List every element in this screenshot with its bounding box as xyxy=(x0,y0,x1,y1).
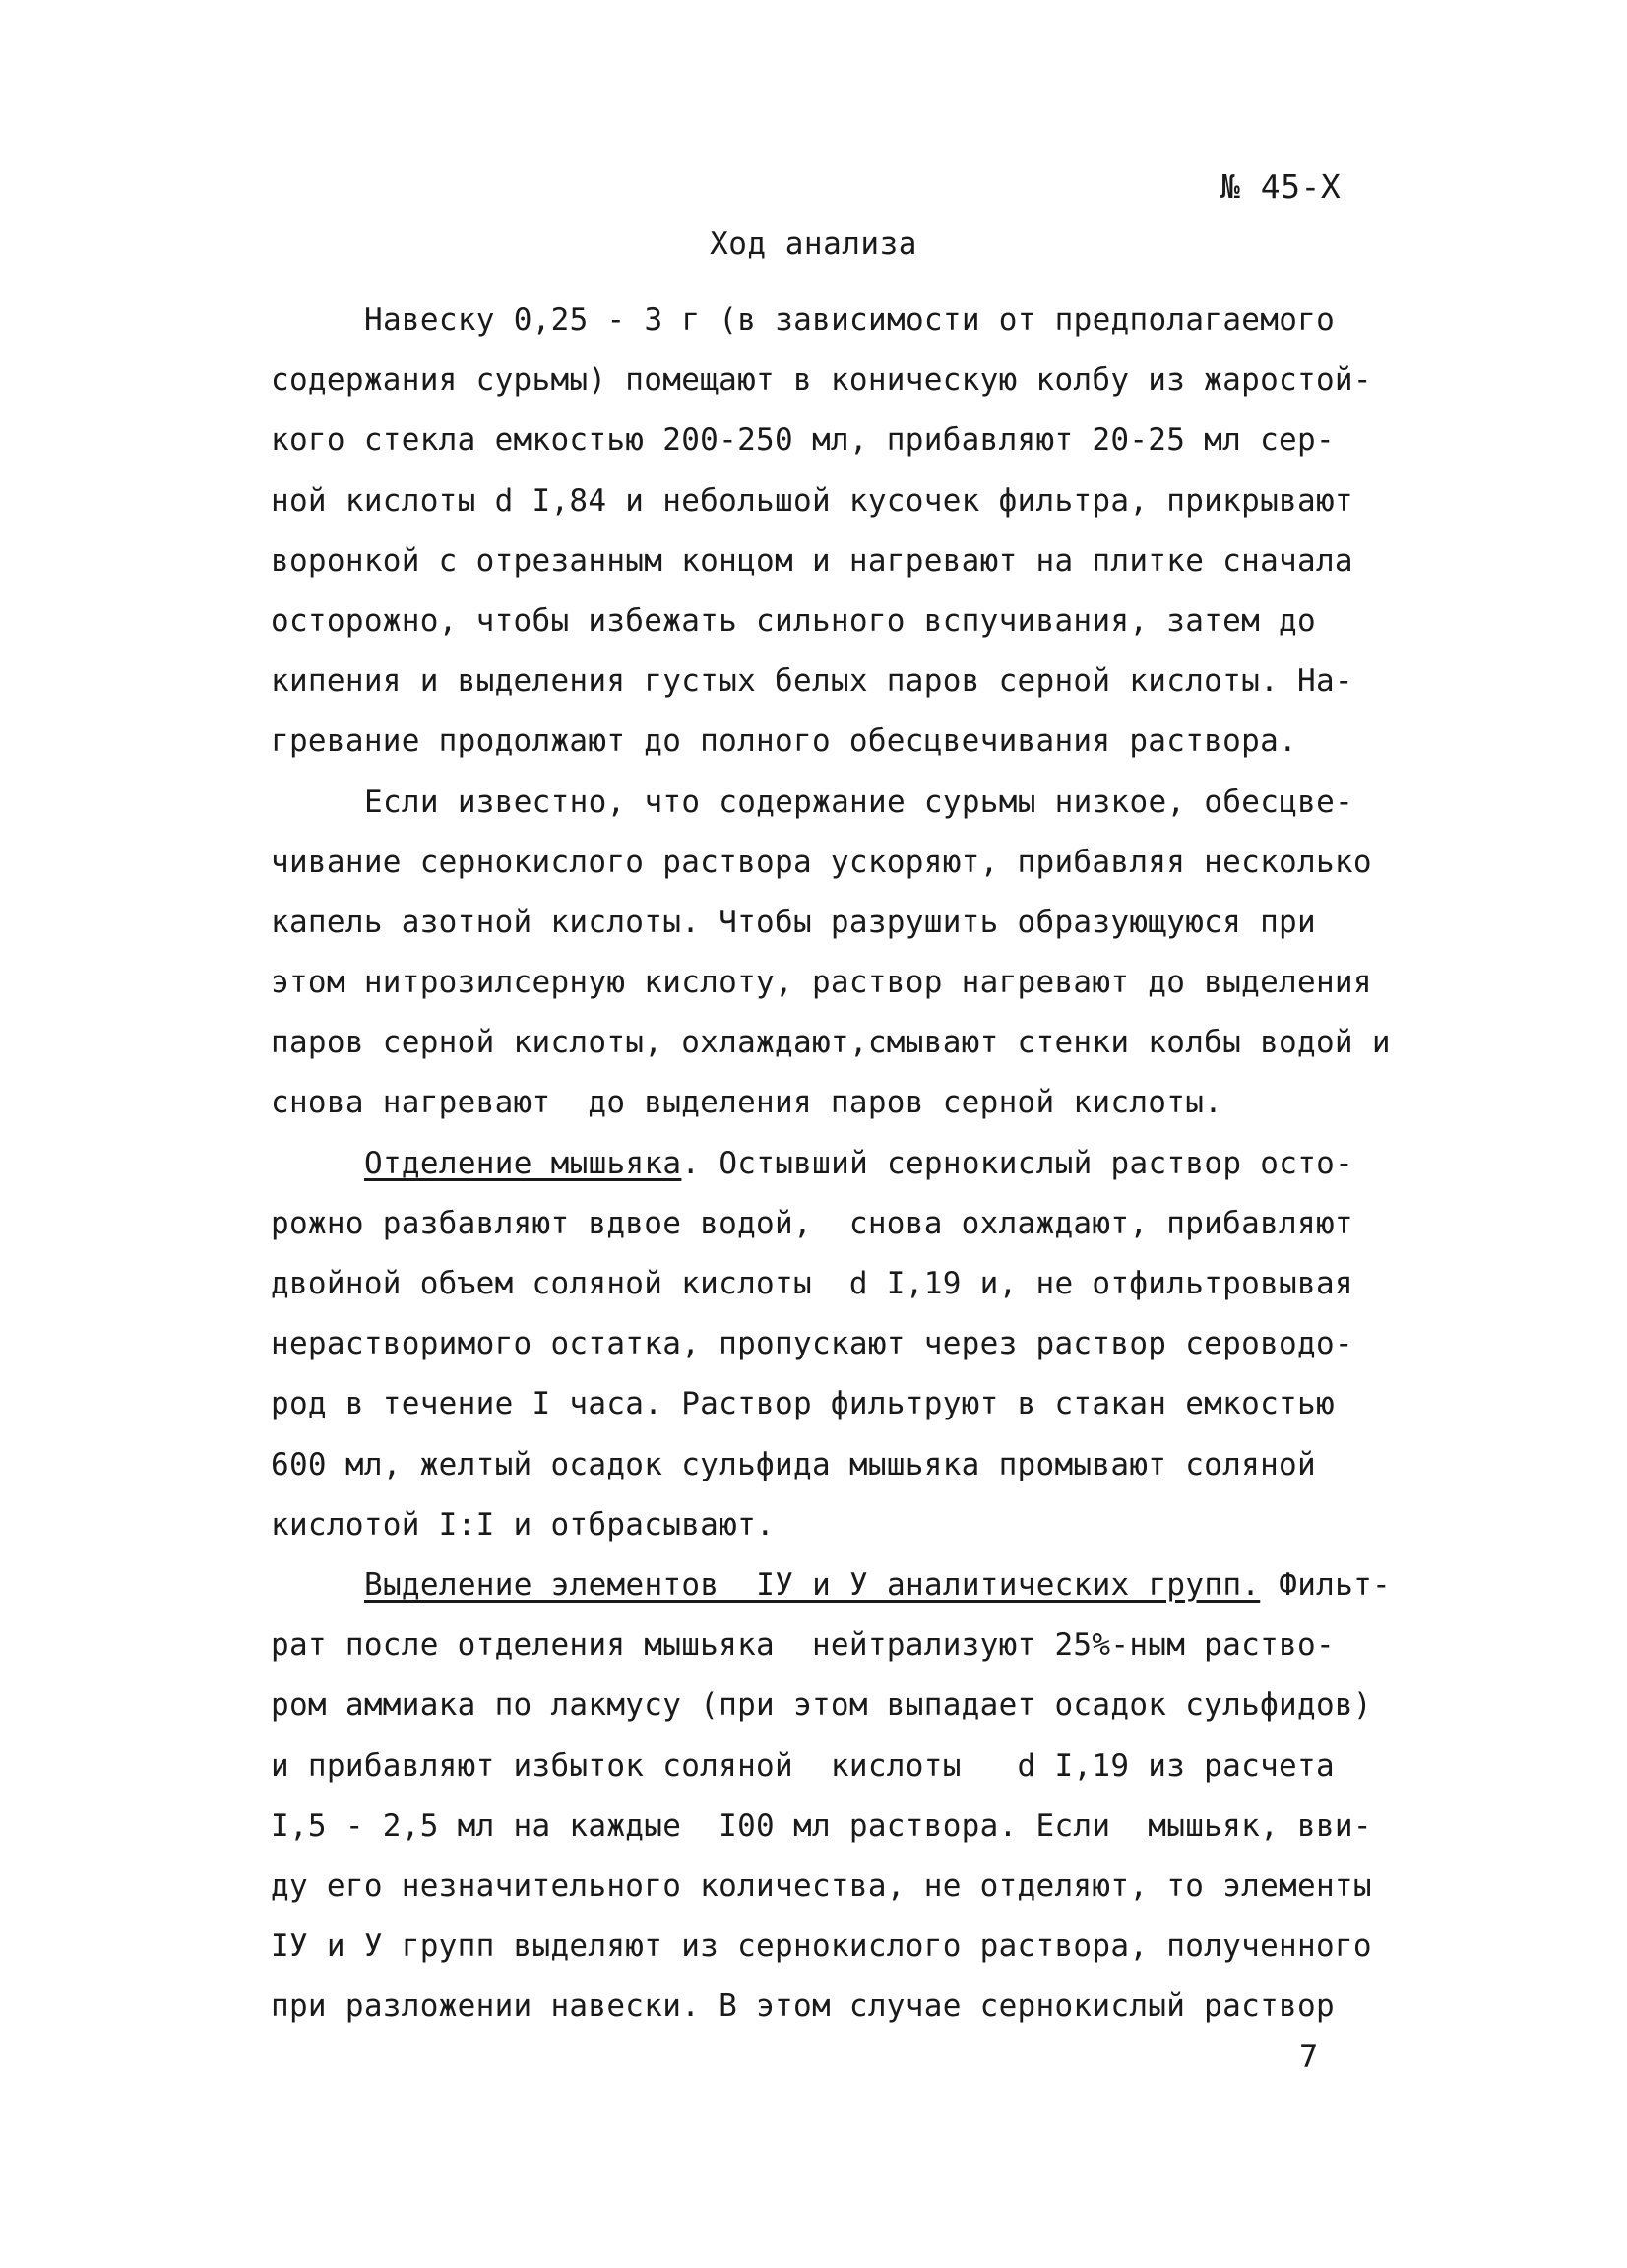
text-line: паров серной кислоты, охлаждают,смывают стенки колбы водой и xyxy=(271,1025,1391,1061)
subsection-heading: Выделение элементов IУ и У аналитических групп. xyxy=(364,1566,1261,1603)
paragraph-4 xyxy=(271,1555,1392,2038)
text-line: осторожно, чтобы избежать сильного вспучивания, затем до xyxy=(271,602,1316,639)
text-line: при разложении навески. В этом случае сернокислый раствор xyxy=(271,1988,1335,2025)
page-number: 7 xyxy=(1299,2038,1319,2075)
text-line: рат после отделения мышьяка нейтрализуют 25%-ным раство- xyxy=(271,1627,1335,1664)
text-line: рожно разбавляют вдвое водой, снова охлаждают, прибавляют xyxy=(271,1205,1353,1241)
text-line: ду его незначительного количества, не отделяют, то элементы xyxy=(271,1867,1372,1904)
text-line: кипения и выделения густых белых паров серной кислоты. На- xyxy=(271,663,1353,700)
text-fragment: Фильт- xyxy=(1260,1566,1392,1603)
text-line: этом нитрозилсерную кислоту, раствор нагревают до выделения xyxy=(271,965,1372,1001)
paragraph-2 xyxy=(271,773,1391,1134)
text-line: Если известно, что содержание сурьмы низкое, обесцве- xyxy=(364,784,1354,820)
section-heading: Ход анализа xyxy=(710,226,917,262)
paragraph-1 xyxy=(271,290,1383,773)
text-line: IУ и У групп выделяют из сернокислого раствора, полученного xyxy=(271,1928,1372,1965)
text-line: снова нагревают до выделения паров серной кислоты. xyxy=(271,1085,1223,1121)
text-line: двойной объем соляной кислоты d I,19 и, не отфильтровывая xyxy=(271,1266,1353,1301)
text-line: содержания сурьмы) помещают в коническую колбу из жаростой- xyxy=(271,362,1372,399)
text-line: воронкой с отрезанным концом и нагревают на плитке сначала xyxy=(271,542,1353,579)
text-line: и прибавляют избыток соляной кислоты d I,19 из расчета xyxy=(271,1747,1335,1784)
text-line: I,5 - 2,5 мл на каждые I00 мл раствора. Если мышьяк, вви- xyxy=(271,1807,1372,1844)
text-line: род в течение I часа. Раствор фильтруют в стакан емкостью xyxy=(271,1386,1335,1422)
text-line: Навеску 0,25 - 3 г (в зависимости от предполагаемого xyxy=(364,302,1336,338)
text-line: чивание сернокислого раствора ускоряют, прибавляя несколько xyxy=(271,844,1372,880)
text-line: капель азотной кислоты. Чтобы разрушить образующуюся при xyxy=(271,904,1316,940)
text-line: 600 мл, желтый осадок сульфида мышьяка промывают соляной xyxy=(271,1446,1316,1482)
text-line: ром аммиака по лакмусу (при этом выпадает осадок сульфидов) xyxy=(271,1687,1372,1724)
text-line: ной кислоты d I,84 и небольшой кусочек фильтра, прикрывают xyxy=(271,482,1353,519)
text-line xyxy=(271,1134,1383,1194)
document-number: № 45-Х xyxy=(1220,167,1342,206)
text-fragment: . Остывший сернокислый раствор осто- xyxy=(681,1145,1354,1181)
body-text xyxy=(271,290,1392,2037)
subsection-heading: Отделение мышьяка xyxy=(364,1145,682,1181)
paragraph-3 xyxy=(271,1134,1383,1555)
text-line: нерастворимого остатка, пропускают через раствор сероводо- xyxy=(271,1326,1353,1362)
text-line: кислотой I:I и отбрасывают. xyxy=(271,1506,776,1543)
text-line: гревание продолжают до полного обесцвечивания раствора. xyxy=(271,724,1297,760)
text-line xyxy=(271,1555,1392,1615)
text-line: кого стекла емкостью 200-250 мл, прибавляют 20-25 мл сер- xyxy=(271,422,1335,459)
